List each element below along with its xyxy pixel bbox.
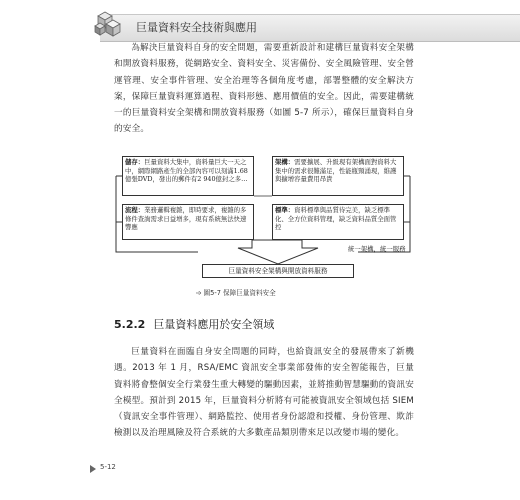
figure-caption — [196, 287, 276, 297]
page-header — [0, 0, 520, 44]
flow-text: 業務邏輯複雜，即時要求，複雜的多條件查詢需求日益增多，現有系統無法快速響應 — [125, 206, 247, 232]
body-paragraph-2: 巨量資料在面臨自身安全問題的同時，也給資訊安全的發展帶來了新機遇。2013 年 1 月，RSA/EMC 資訊安全事業部發佈的安全智能報告，巨量資料將會整個安全行業發生重大轉變的驅動因素，並將推動智慧驅動的資訊安全模型。預計到 2015 年，巨量資料分析將有可能被資訊安全領域包括 SIEM（資訊安全事件管理）、網路監控、使用者身份認證和授權、身份管理、欺詐檢測以及治理風險及符合系統的大多數產品類別帶來足以改變市場的變化。 — [114, 347, 414, 439]
caption-arrow-icon: ➩ — [196, 289, 202, 297]
section-title: 巨量資料應用於安全領域 — [153, 318, 275, 331]
flow-box — [122, 204, 254, 240]
figure-5-7-diagram — [112, 156, 424, 284]
flow-label: 流程： — [125, 206, 145, 214]
footer-arrow-icon — [90, 465, 96, 473]
body-paragraph-1: 為解決巨量資料自身的安全問題，需要重新設計和建構巨量資料安全架構和開放資料服務，從網路安全、資料安全、災害備份、安全風險管理、安全營運管理、安全事件管理、安全治理等各個角度考慮，部署整體的安全解決方案，保障巨量資料運算過程、資料形態、應用價值的安全。因此，需要建構統一的巨量資料安全架構和開放資料服務（如圖 5-7 所示），確保巨量資料自身的安全。 — [114, 43, 414, 135]
caption-text: 圖5-7 保障巨量資料安全 — [203, 289, 276, 297]
standard-box — [272, 204, 404, 240]
standard-text: 資料標準與品質待完美，缺乏標準化、全方位資料管理，缺乏資料品質全面管控 — [275, 206, 397, 232]
center-service-box: 巨量資料安全架構與開放資料服務 — [202, 264, 354, 278]
storage-text: 巨量資料大集中，資料量巨大一天之中，網際網路產生的全部內容可以刻滿1.68億張DVD，發出的郵件有2 940億封之多… — [125, 158, 248, 184]
unify-label: 統一架構，統一服務 — [348, 245, 406, 253]
page-number: 5-12 — [100, 463, 116, 471]
architecture-text: 需要擴展、升級現有架構面對資料大集中的需求很難滿足，性能瓶頸涌現，維護與擴增容量費用昂貴 — [275, 158, 397, 184]
storage-label: 儲存： — [125, 158, 145, 166]
chapter-title: 巨量資料安全技術與應用 — [136, 21, 257, 34]
section-heading — [114, 316, 274, 332]
standard-label: 標準： — [275, 206, 295, 214]
section-number: 5.2.2 — [114, 318, 146, 331]
architecture-label: 架構： — [275, 158, 295, 166]
architecture-box — [272, 156, 404, 196]
storage-box — [122, 156, 254, 196]
cubes-logo-icon — [92, 6, 126, 40]
